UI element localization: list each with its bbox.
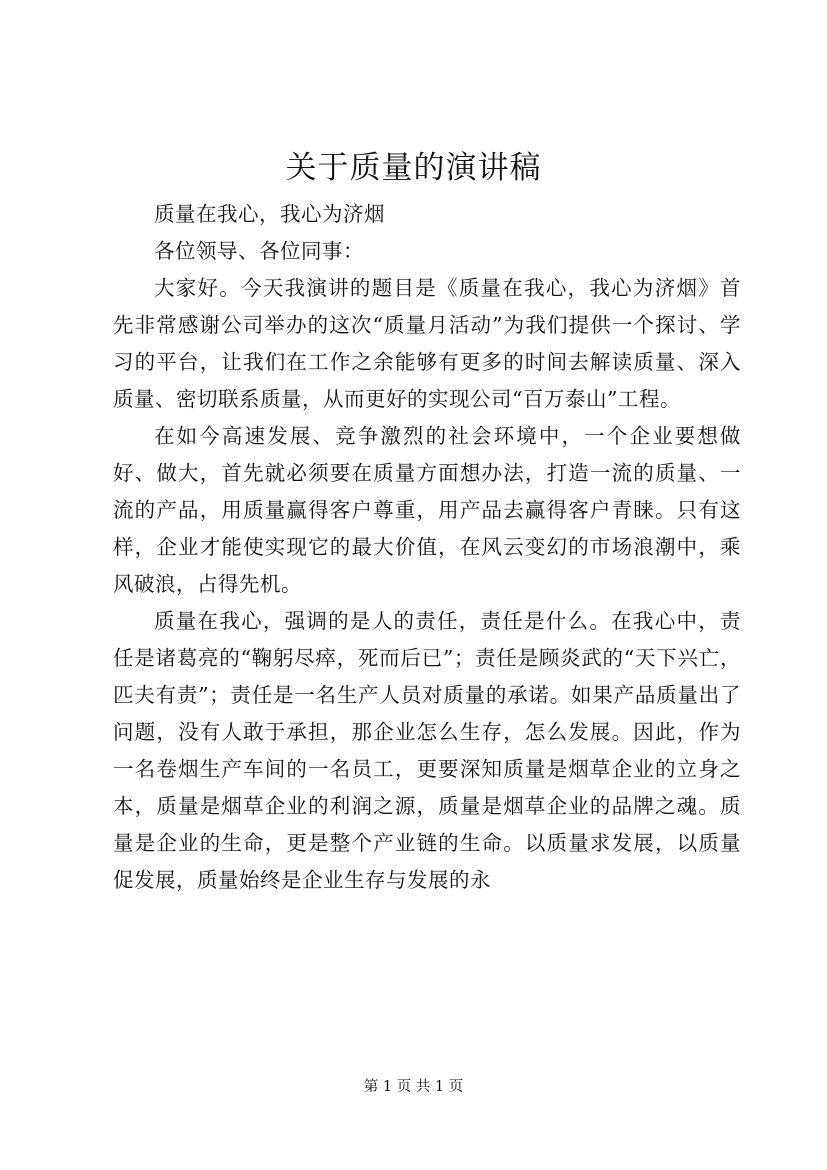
paragraph-subtitle: 质量在我心，我心为济烟 — [154, 202, 385, 226]
paragraph-intro: 大家好。今天我演讲的题目是《质量在我心，我心为济烟》首先非常感谢公司举办的这次“质量月活动”为我们提供一个探讨、学习的平台，让我们在工作之余能够有更多的时间去解读质量、深入质量、密切联系质量，从而更好的实现公司“百万泰山”工程。 — [113, 276, 741, 411]
paragraph-responsibility: 质量在我心，强调的是人的责任，责任是什么。在我心中，责任是诸葛亮的“鞠躬尽瘁，死而后已”；责任是顾炎武的“天下兴亡，匹夫有责”；责任是一名生产人员对质量的承诺。如果产品质量出了问题，没有人敢于承担，那企业怎么生存，怎么发展。因此，作为一名卷烟生产车间的一名员工，更要深知质量是烟草企业的立身之本，质量是烟草企业的利润之源，质量是烟草企业的品牌之魂。质量是企业的生命，更是整个产业链的生命。以质量求发展，以质量促发展，质量始终是企业生存与发展的永 — [113, 609, 741, 892]
paragraph-salutation: 各位领导、各位同事： — [154, 239, 364, 263]
paragraph-environment: 在如今高速发展、竞争激烈的社会环境中，一个企业要想做好、做大，首先就必须要在质量方面想办法，打造一流的质量、一流的产品，用质量赢得客户尊重，用产品去赢得客户青睐。只有这样，企业才能使实现它的最大价值，在风云变幻的市场浪潮中，乘风破浪，占得先机。 — [113, 424, 741, 596]
document-title: 关于质量的演讲稿 — [285, 150, 542, 186]
page-footer: 第 1 页 共 1 页 — [363, 1079, 464, 1095]
document-body — [113, 196, 741, 899]
